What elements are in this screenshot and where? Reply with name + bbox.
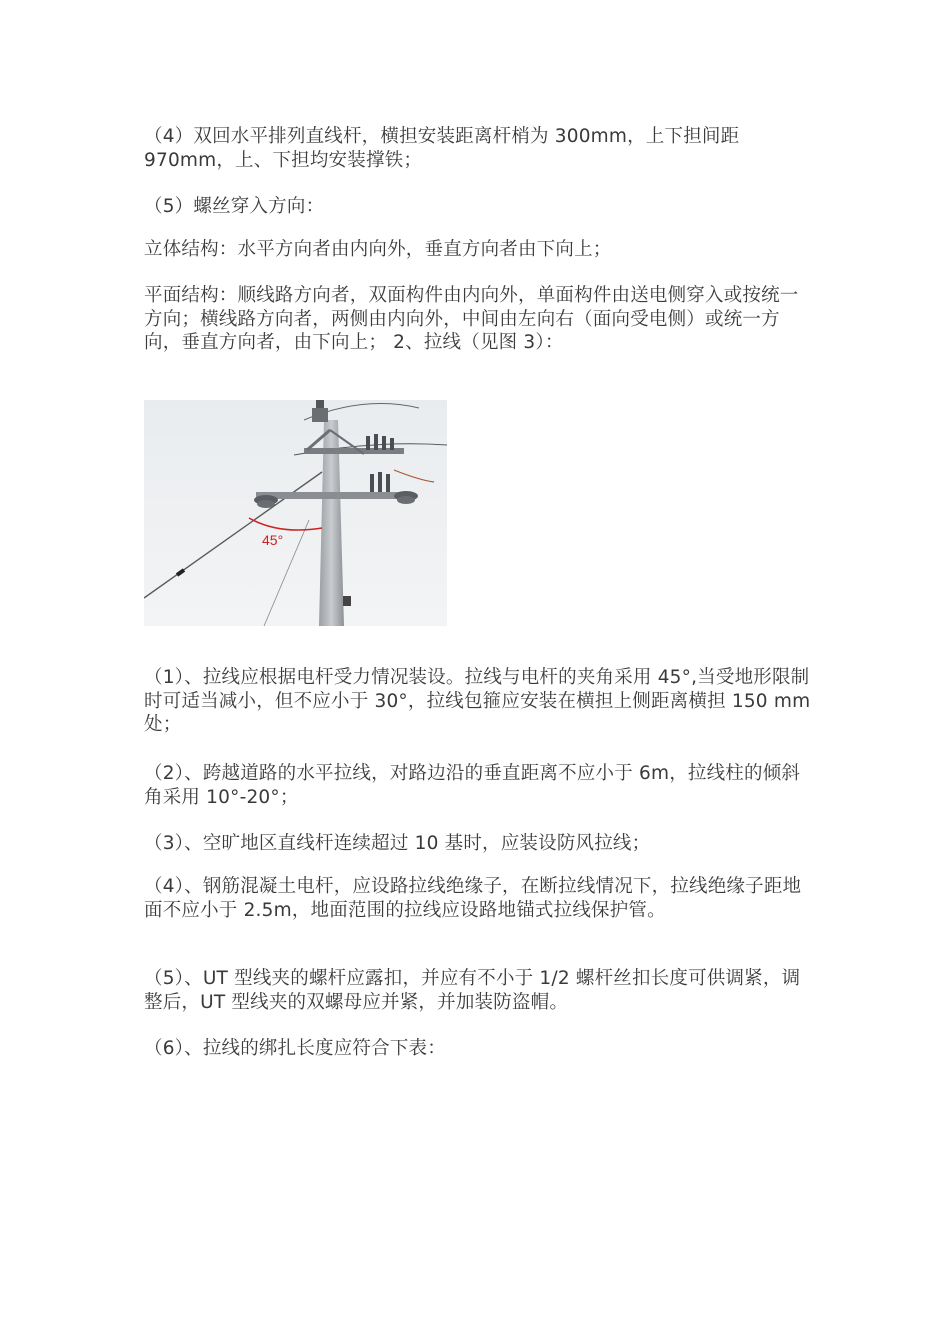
paragraph-guy-angle: （1）、拉线应根据电杆受力情况装设。拉线与电杆的夹角采用 45°,当受地形限制时可适当减小，但不应小于 30°，拉线包箍应安装在横担上侧距离横担 150 mm 处； bbox=[144, 667, 811, 735]
paragraph-ut-clamp: （5）、UT 型线夹的螺杆应露扣，并应有不小于 1/2 螺杆丝扣长度可供调紧，调整后，UT 型线夹的双螺母应并紧，并加装防盗帽。 bbox=[144, 968, 801, 1013]
paragraph-insulator: （4）、钢筋混凝土电杆，应设路拉线绝缘子，在断拉线情况下，拉线绝缘子距地面不应小于 2.5m，地面范围的拉线应设路地锚式拉线保护管。 bbox=[144, 876, 802, 921]
pole-illustration bbox=[144, 400, 447, 626]
paragraph-plane-structure: 平面结构：顺线路方向者，双面构件由内向外，单面构件由送电侧穿入或按统一方向；横线路方向者，两侧由内向外，中间由左向右（面向受电侧）或统一方向，垂直方向者，由下向上； 2、拉线（见图 3）： bbox=[144, 285, 799, 353]
paragraph-bolt-direction-heading: （5）螺丝穿入方向： bbox=[144, 196, 325, 217]
paragraph-binding-length: （6）、拉线的绑扎长度应符合下表： bbox=[144, 1038, 446, 1059]
paragraph-windproof: （3）、空旷地区直线杆连续超过 10 基时，应装设防风拉线； bbox=[144, 833, 651, 854]
paragraph-3d-structure: 立体结构：水平方向者由内向外，垂直方向者由下向上； bbox=[144, 239, 612, 260]
angle-label: 45° bbox=[262, 532, 284, 548]
pole-guy-wire-photo bbox=[144, 400, 447, 626]
paragraph-crossarm: （4）双回水平排列直线杆，横担安装距离杆梢为 300mm，上下担间距 970mm，上、下担均安装撑铁； bbox=[144, 126, 740, 171]
paragraph-road-crossing: （2）、跨越道路的水平拉线，对路边沿的垂直距离不应小于 6m，拉线柱的倾斜角采用 10°-20°； bbox=[144, 763, 801, 808]
